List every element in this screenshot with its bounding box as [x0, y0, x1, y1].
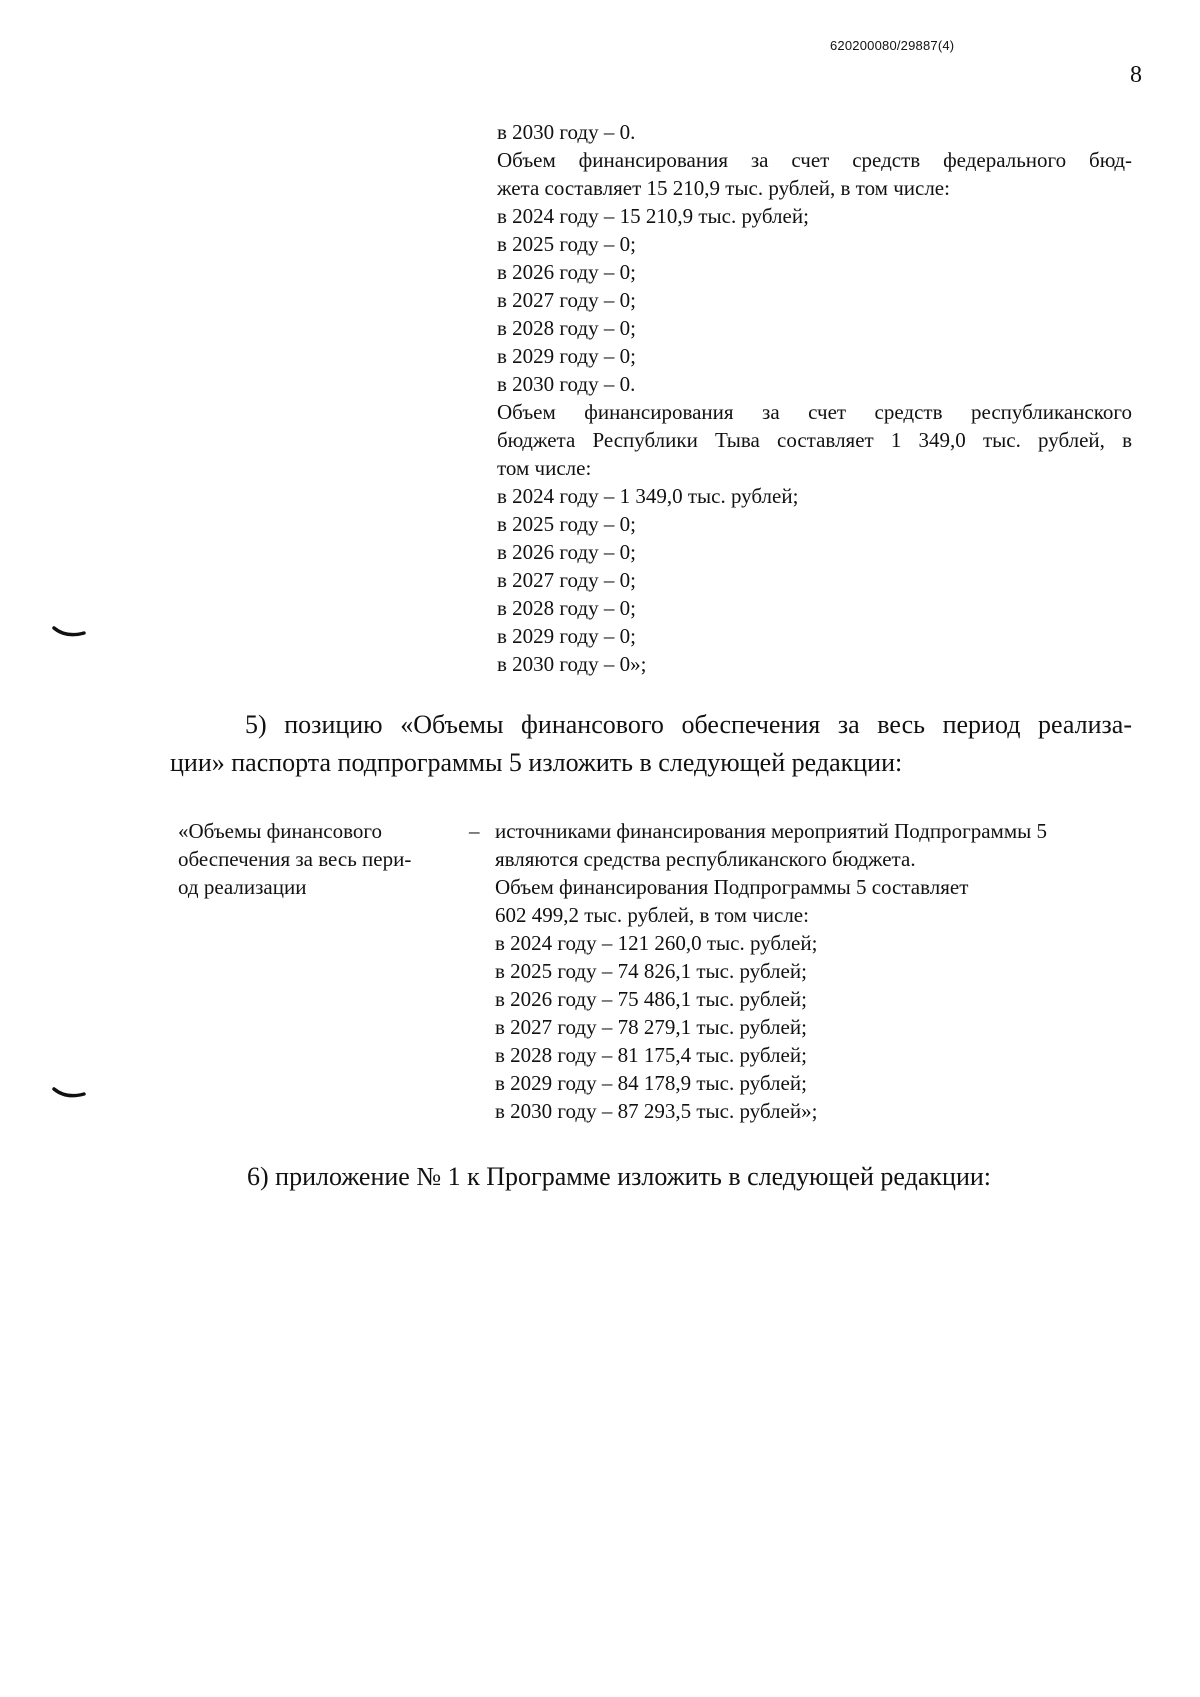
text-line: бюджета Республики Тыва составляет 1 349,0 тыс. рублей, в: [497, 428, 1132, 452]
paragraph-line: 5) позицию «Объемы финансового обеспечения за весь период реализа-: [245, 710, 1132, 739]
value-line: в 2030 году – 87 293,5 тыс. рублей»;: [495, 1099, 818, 1123]
dash-separator: –: [469, 819, 480, 843]
text-line: жета составляет 15 210,9 тыс. рублей, в том числе:: [497, 176, 950, 200]
value-line: Объем финансирования Подпрограммы 5 составляет: [495, 875, 969, 899]
text-line: в 2024 году – 15 210,9 тыс. рублей;: [497, 204, 809, 228]
paragraph-5: [170, 706, 1132, 782]
text-line: в 2025 году – 0;: [497, 232, 636, 256]
table-label-cell: [178, 817, 448, 901]
document-code: 620200080/29887(4): [830, 38, 955, 53]
text-line: в 2027 году – 0;: [497, 568, 636, 592]
page-number: 8: [1130, 62, 1142, 88]
text-line: в 2029 году – 0;: [497, 344, 636, 368]
value-line: в 2029 году – 84 178,9 тыс. рублей;: [495, 1071, 807, 1095]
value-line: 602 499,2 тыс. рублей, в том числе:: [495, 903, 809, 927]
paragraph-line: ции» паспорта подпрограммы 5 изложить в следующей редакции:: [170, 748, 903, 777]
value-line: в 2028 году – 81 175,4 тыс. рублей;: [495, 1043, 807, 1067]
label-line: «Объемы финансового: [178, 819, 382, 843]
value-line: в 2024 году – 121 260,0 тыс. рублей;: [495, 931, 818, 955]
text-line: в 2024 году – 1 349,0 тыс. рублей;: [497, 484, 799, 508]
text-line: Объем финансирования за счет средств республиканского: [497, 400, 1132, 424]
label-line: од реализации: [178, 875, 307, 899]
value-line: в 2027 году – 78 279,1 тыс. рублей;: [495, 1015, 807, 1039]
scan-mark-icon: [52, 1086, 86, 1100]
value-line: в 2025 году – 74 826,1 тыс. рублей;: [495, 959, 807, 983]
text-line: в 2028 году – 0;: [497, 596, 636, 620]
paragraph-6: 6) приложение № 1 к Программе изложить в следующей редакции:: [247, 1162, 991, 1191]
text-line: в 2030 году – 0.: [497, 372, 636, 396]
text-line: в 2030 году – 0»;: [497, 652, 647, 676]
value-line: в 2026 году – 75 486,1 тыс. рублей;: [495, 987, 807, 1011]
text-line: в 2025 году – 0;: [497, 512, 636, 536]
text-line: в 2029 году – 0;: [497, 624, 636, 648]
label-line: обеспечения за весь пери-: [178, 847, 412, 871]
text-line: в 2026 году – 0;: [497, 540, 636, 564]
scan-mark-icon: [52, 625, 86, 639]
value-line: источниками финансирования мероприятий Подпрограммы 5: [495, 819, 1047, 843]
value-line: являются средства республиканского бюджета.: [495, 847, 916, 871]
funding-block: [497, 118, 1132, 678]
table-value-cell: [495, 817, 1138, 1125]
text-line: том числе:: [497, 456, 592, 480]
text-line: в 2030 году – 0.: [497, 120, 636, 144]
text-line: в 2027 году – 0;: [497, 288, 636, 312]
text-line: в 2026 году – 0;: [497, 260, 636, 284]
text-line: Объем финансирования за счет средств федерального бюд-: [497, 148, 1132, 172]
text-line: в 2028 году – 0;: [497, 316, 636, 340]
